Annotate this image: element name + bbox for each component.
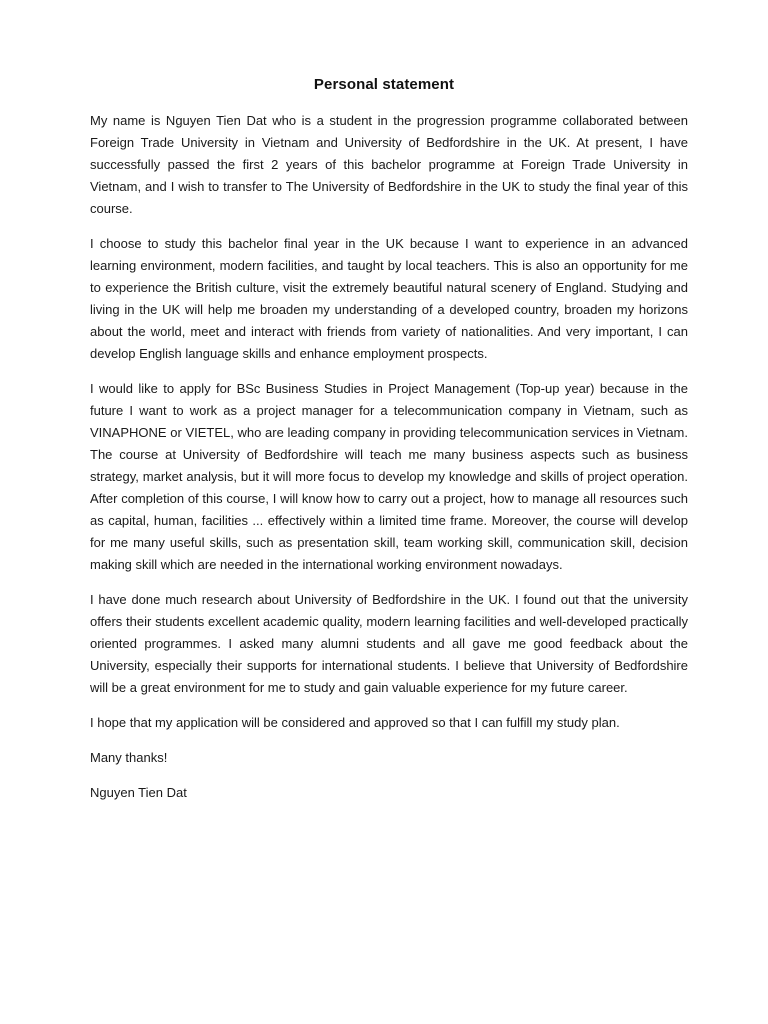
document-body (90, 110, 688, 817)
page-title: Personal statement (313, 76, 455, 93)
paragraph-introduction: My name is Nguyen Tien Dat who is a student in the progression programme collaborated between Foreign Trade University in Vietnam and University of Bedfordshire in the UK. At present, I have successfully passed the first 2 years of this bachelor programme at Foreign Trade University in Vietnam, and I wish to transfer to The University of Bedfordshire in the UK to study the final year of this course. (90, 113, 688, 216)
paragraph-motivation: I choose to study this bachelor final year in the UK because I want to experience in an advanced learning environment, modern facilities, and taught by local teachers. This is also an opportunity for me to experience the British culture, visit the extremely beautiful natural scenery of England. Studying and living in the UK will help me broaden my understanding of a developed country, broaden my horizons about the world, meet and interact with friends from variety of nationalities. And very important, I can develop English language skills and enhance employment prospects. (90, 236, 688, 361)
paragraph-conclusion: I hope that my application will be considered and approved so that I can fulfill my study plan. (90, 715, 620, 730)
signature: Nguyen Tien Dat (90, 785, 187, 800)
paragraph-course-choice: I would like to apply for BSc Business Studies in Project Management (Top-up year) because in the future I want to work as a project manager for a telecommunication company in Vietnam, such as VINAPHONE or VIETEL, who are leading company in providing telecommunication services in Vietnam. The course at University of Bedfordshire will teach me many business aspects such as business strategy, market analysis, but it will more focus to develop my knowledge and skills of project operation. After completion of this course, I will know how to carry out a project, how to manage all resources such as capital, human, facilities ... effectively within a limited time frame. Moreover, the course will develop for me many useful skills, such as presentation skill, team working skill, communication skill, decision making skill which are needed in the international working environment nowadays. (90, 381, 688, 572)
closing-line: Many thanks! (90, 750, 168, 765)
paragraph-university-research: I have done much research about University of Bedfordshire in the UK. I found out that the university offers their students excellent academic quality, modern learning facilities and well-developed practically oriented programmes. I asked many alumni students and all gave me good feedback about the University, especially their supports for international students. I believe that University of Bedfordshire will be a great environment for me to study and gain valuable experience for my future career. (90, 592, 688, 695)
